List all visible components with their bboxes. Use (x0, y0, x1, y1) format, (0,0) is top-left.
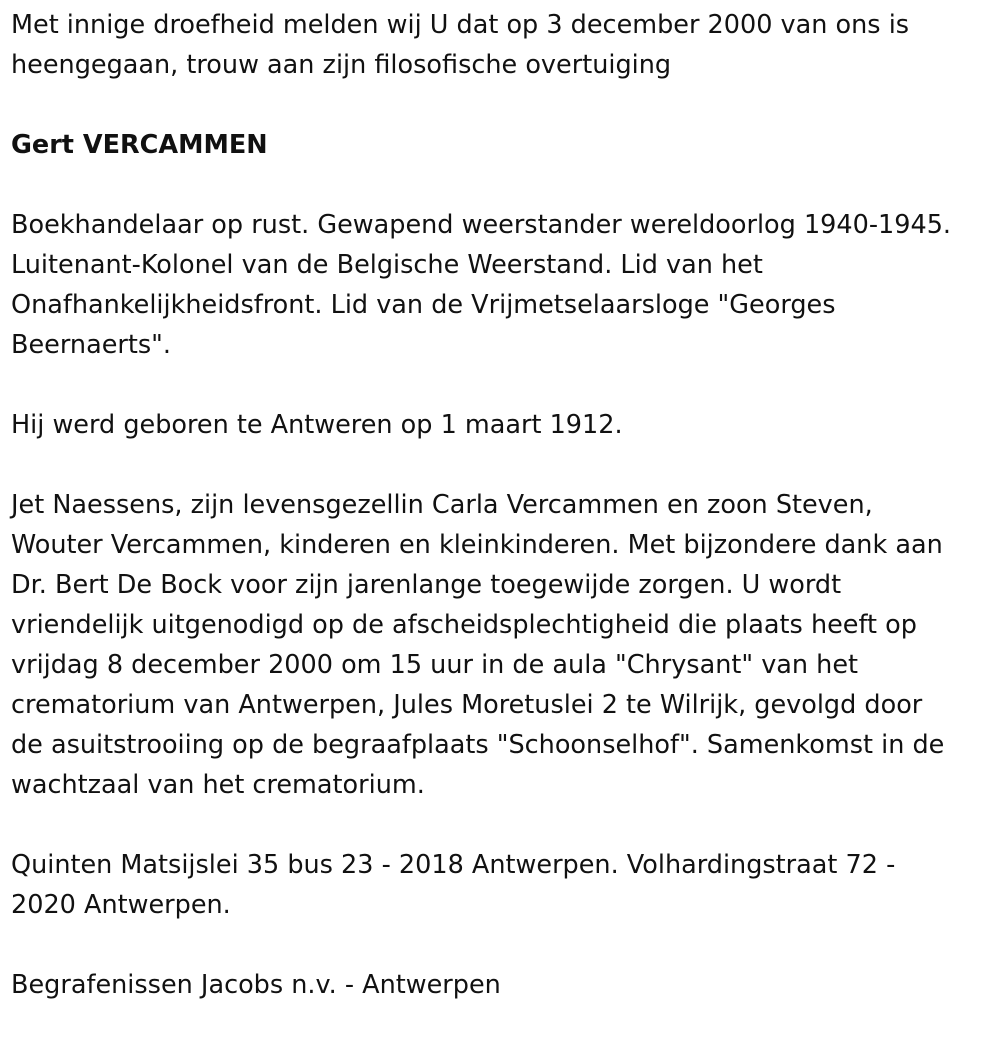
ceremony-line: Jet Naessens, zijn levensgezellin Carla Vercammen en zoon Steven, (11, 490, 873, 520)
funeral-home-paragraph (11, 965, 996, 1005)
birth-paragraph (11, 405, 996, 445)
address-paragraph (11, 845, 996, 925)
family-ceremony-paragraph (11, 485, 996, 805)
biography-line: Beernaerts". (11, 330, 171, 360)
ceremony-line: wachtzaal van het crematorium. (11, 770, 425, 800)
biography-line: Boekhandelaar op rust. Gewapend weerstander wereldoorlog 1940-1945. (11, 210, 952, 240)
address-line: 2020 Antwerpen. (11, 890, 231, 920)
funeral-home-line: Begrafenissen Jacobs n.v. - Antwerpen (11, 970, 501, 1000)
intro-line: Met innige droefheid melden wij U dat op 3 december 2000 van ons is (11, 10, 910, 40)
biography-line: Luitenant-Kolonel van de Belgische Weerstand. Lid van het (11, 250, 763, 280)
biography-line: Onafhankelijkheidsfront. Lid van de Vrijmetselaarsloge "Georges (11, 290, 836, 320)
intro-paragraph (11, 5, 996, 85)
birth-line: Hij werd geboren te Antweren op 1 maart 1912. (11, 410, 623, 440)
ceremony-line: crematorium van Antwerpen, Jules Moretuslei 2 te Wilrijk, gevolgd door (11, 690, 923, 720)
name-paragraph (11, 125, 996, 165)
ceremony-line: vrijdag 8 december 2000 om 15 uur in de aula "Chrysant" van het (11, 650, 859, 680)
obituary-document (11, 5, 996, 1045)
deceased-name: Gert VERCAMMEN (11, 130, 268, 160)
address-line: Quinten Matsijslei 35 bus 23 - 2018 Antwerpen. Volhardingstraat 72 - (11, 850, 896, 880)
ceremony-line: Dr. Bert De Bock voor zijn jarenlange toegewijde zorgen. U wordt (11, 570, 842, 600)
ceremony-line: de asuitstrooiing op de begraafplaats "Schoonselhof". Samenkomst in de (11, 730, 945, 760)
intro-line: heengegaan, trouw aan zijn filosofische overtuiging (11, 50, 672, 80)
ceremony-line: vriendelijk uitgenodigd op de afscheidsplechtigheid die plaats heeft op (11, 610, 917, 640)
ceremony-line: Wouter Vercammen, kinderen en kleinkinderen. Met bijzondere dank aan (11, 530, 943, 560)
biography-paragraph (11, 205, 996, 365)
